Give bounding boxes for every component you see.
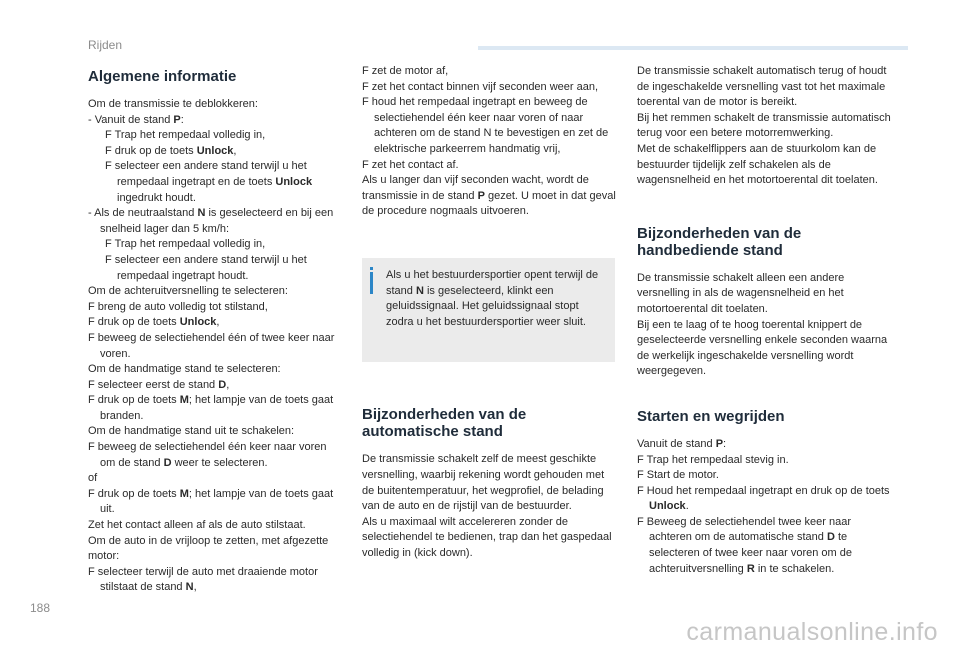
paragraph: De transmissie schakelt automatisch terug of houdt de ingeschakelde versnelling vast tot het maximale toerental van de motor is bereikt. [637,65,887,109]
text-line: F zet het contact af. [362,158,459,171]
text-line: Om de achteruitversnelling te selecteren: [88,285,288,298]
column-2 [362,64,618,561]
section-header: Rijden [88,38,123,52]
text-line: Vanuit de stand P: [637,437,727,450]
col3-intro-text [637,64,895,189]
paragraph: Bij een te laag of te hoog toerental knippert de geselecteerde versnelling enkele seconden waarna de werkelijk ingeschakelde versnelling wordt weergegeven. [637,318,888,378]
text-line: F druk op de toets Unlock, [105,144,237,157]
text-line: Om de handmatige stand te selecteren: [88,363,281,376]
title-line-2: automatische stand [362,423,503,441]
text-line: F Trap het rempedaal volledig in, [105,238,266,251]
text-line: F selecteer terwijl de auto met draaiende motor stilstaat de stand N, [88,565,318,594]
column-3 [637,64,895,577]
paragraph: Met de schakelflippers aan de stuurkolom kan de bestuurder tijdelijk zelf schakelen als de wagensnelheid en het motortoerental dit toelaten. [637,142,878,187]
page-number: 188 [30,601,51,615]
text-line: F selecteer een andere stand terwijl u het rempedaal ingetrapt en de toets Unlock ingedrukt houdt. [105,160,313,204]
watermark: carmanualsonline.info [686,618,938,646]
text-line: of [88,472,98,485]
col1-text [88,97,344,596]
text-line: F druk op de toets M; het lampje van de toets gaat uit. [88,487,334,516]
text-line: F houd het rempedaal ingetrapt en beweeg de selectiehendel één keer naar voren of naar achteren om de stand N te bevestigen en zet de elektrische parkeerrem handmatig vrij, [362,96,609,155]
text-line: Om de handmatige stand uit te schakelen: [88,425,295,438]
text-line: Zet het contact alleen af als de auto stilstaat. [88,519,306,532]
text-line: Om de auto in de vrijloop te zetten, met afgezette motor: [88,534,329,563]
section-title-algemene-informatie: Algemene informatie [88,68,237,85]
text-line: - Vanuit de stand P: [88,113,184,126]
text-line: Om de transmissie te deblokkeren: [88,98,258,110]
text-line: F Trap het rempedaal stevig in. [637,453,789,466]
text-line: F Houd het rempedaal ingetrapt en druk op de toets Unlock. [637,484,890,513]
header-bar [478,46,908,50]
text-line: F Trap het rempedaal volledig in, [105,129,266,142]
text-line: F druk op de toets Unlock, [88,316,220,329]
paragraph: Bij het remmen schakelt de transmissie automatisch terug voor een betere motorremwerking. [637,111,891,140]
text-line: - Als de neutraalstand N is geselecteerd en bij een snelheid lager dan 5 km/h: [88,207,334,235]
paragraph: Als u maximaal wilt accelereren zonder de selectiehendel te bedienen, trap dan het gaspedaal volledig in (kick down). [362,515,612,559]
text-line: F zet de motor af, [362,65,449,77]
title-line-2: handbediende stand [637,241,783,259]
automatische-stand-text [362,452,618,561]
text-line: F druk op de toets M; het lampje van de toets gaat branden. [88,394,334,422]
text-line: F zet het contact binnen vijf seconden weer aan, [362,80,599,93]
text-line: Als u langer dan vijf seconden wacht, wordt de transmissie in de stand P gezet. U moet in dat geval de procedure nogmaals uitvoeren. [362,174,616,218]
paragraph: De transmissie schakelt zelf de meest geschikte versnelling, waarbij rekening wordt gehouden met de buitentemperatuur, het wegprofiel, de belading van de auto en de rijstijl van de bestuurder. [362,453,605,513]
col2-text [362,64,618,220]
text-line: F selecteer een andere stand terwijl u het rempedaal ingetrapt houdt. [105,253,307,282]
column-1 [88,64,344,596]
starten-en-wegrijden-text [637,437,895,577]
info-box [362,258,615,362]
section-title-handbediende-stand [637,225,895,259]
title-line-1: Bijzonderheden van de [362,406,527,424]
text-line: Als u het bestuurdersportier opent terwijl de stand N is geselecteerd, klinkt een geluidssignaal. Het geluidssignaal stopt zodra u het bestuurdersportier weer sluit. [386,268,599,328]
info-icon [370,272,373,294]
section-title-automatische-stand [362,406,618,440]
text-line: F beweeg de selectiehendel één keer naar voren om de stand D weer te selecteren. [88,441,327,469]
text-line: F beweeg de selectiehendel één of twee keer naar voren. [88,331,335,360]
section-title-starten-en-wegrijden: Starten en wegrijden [637,407,785,425]
info-text [386,268,605,330]
text-line: F breng de auto volledig tot stilstand, [88,300,268,313]
paragraph: De transmissie schakelt alleen een andere versnelling in als de wagensnelheid en het motortoerental dit toelaten. [637,271,845,315]
text-line: F Start de motor. [637,469,719,482]
title-line-1: Bijzonderheden van de [637,224,802,242]
text-line: F selecteer eerst de stand D, [88,378,230,391]
handbediende-stand-text [637,271,895,380]
text-line: F Beweeg de selectiehendel twee keer naar achteren om de automatische stand D te selecteren of twee keer naar voren om de achteruitversnelling R in te schakelen. [637,515,853,575]
